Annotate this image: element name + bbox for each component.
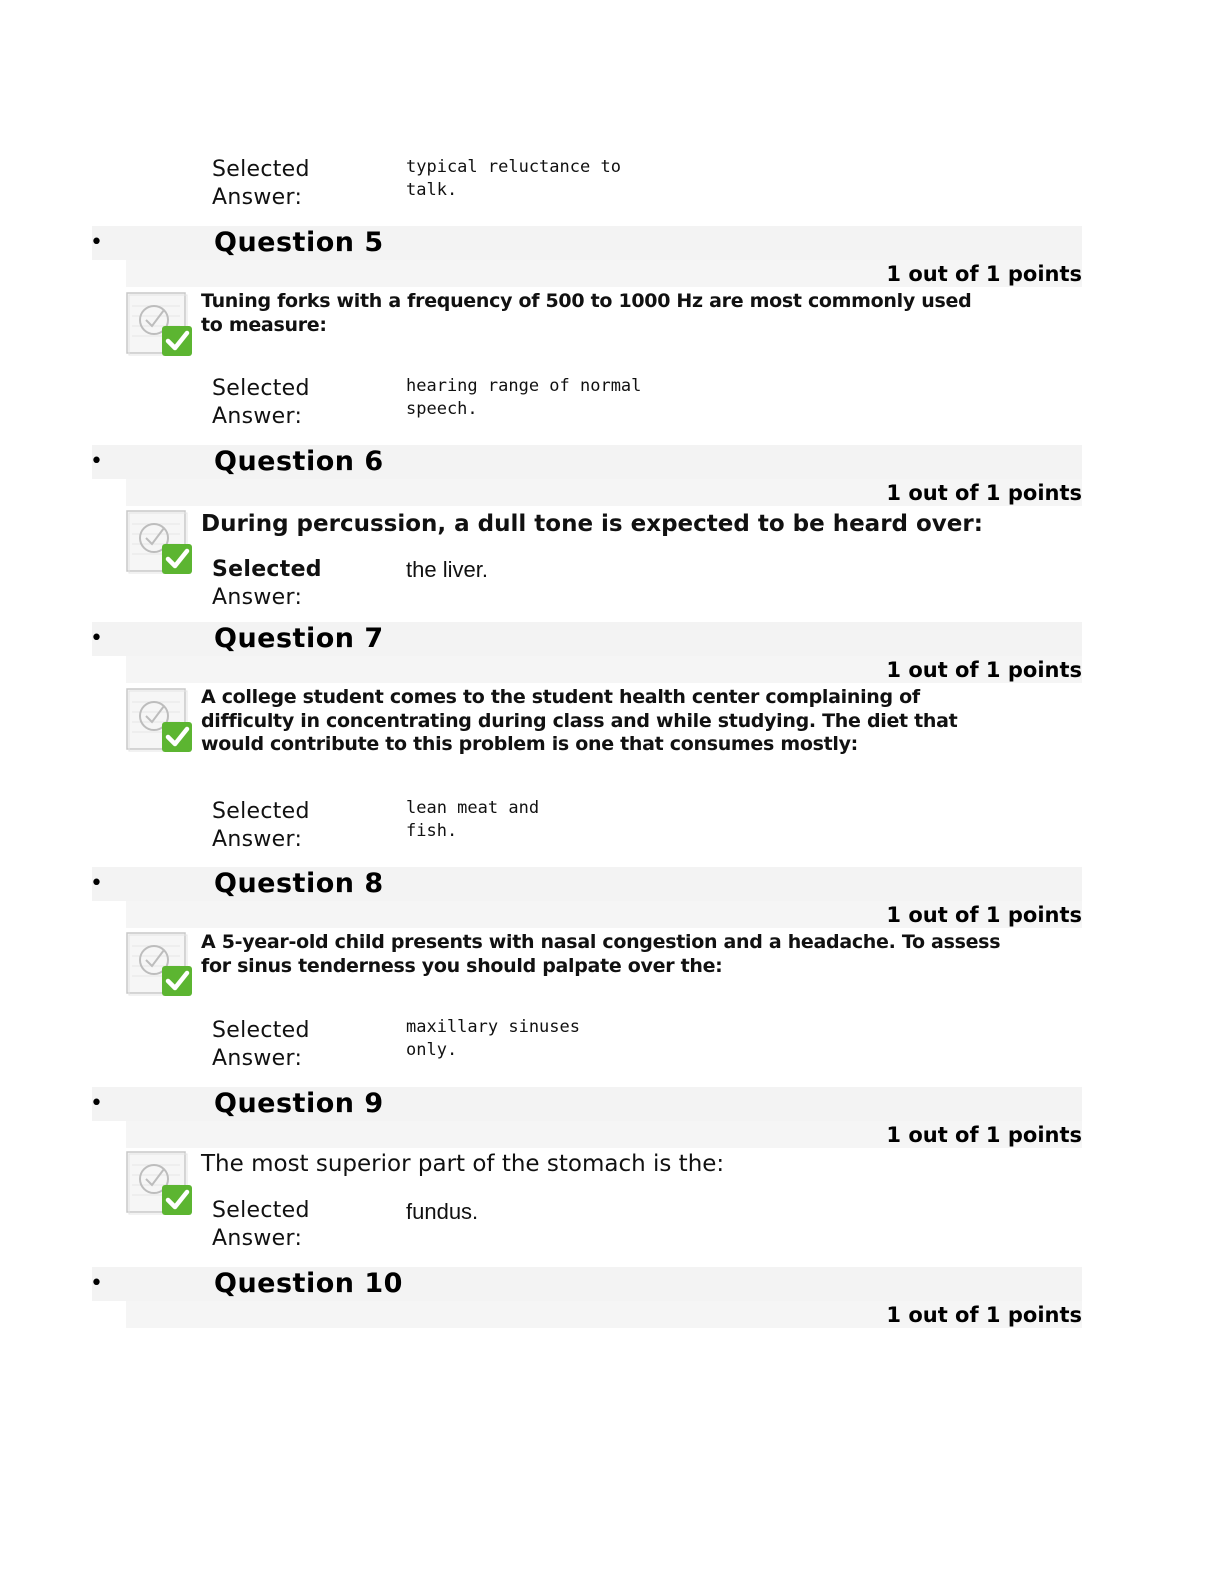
bullet: •: [90, 871, 103, 896]
question-points: 1 out of 1 points: [886, 481, 1082, 505]
selected-label: Selected Answer:: [212, 1198, 310, 1251]
bullet: •: [90, 230, 103, 255]
bullet: •: [90, 449, 103, 474]
question-title: Question 6: [214, 446, 384, 477]
correct-answer-icon: [126, 292, 192, 358]
bullet: •: [90, 1091, 103, 1116]
correct-answer-icon: [126, 688, 192, 754]
question-points: 1 out of 1 points: [886, 903, 1082, 927]
question-text: During percussion, a dull tone is expected to be heard over:: [201, 511, 983, 537]
bullet: •: [90, 626, 103, 651]
selected-label: Selected Answer:: [212, 157, 310, 210]
selected-label: Selected Answer:: [212, 376, 310, 429]
correct-answer-icon: [126, 1151, 192, 1217]
question-text: Tuning forks with a frequency of 500 to 1000 Hz are most commonly used to measure:: [201, 290, 972, 336]
question-title: Question 9: [214, 1088, 384, 1119]
selected-answer: hearing range of normal speech.: [406, 376, 642, 419]
question-title: Question 10: [214, 1268, 403, 1299]
question-title: Question 7: [214, 623, 384, 654]
question-title: Question 5: [214, 227, 384, 258]
question-points: 1 out of 1 points: [886, 1123, 1082, 1147]
correct-answer-icon: [126, 510, 192, 576]
selected-answer: typical reluctance to talk.: [406, 157, 621, 200]
question-text: The most superior part of the stomach is the:: [201, 1151, 725, 1177]
question-text: A 5-year-old child presents with nasal congestion and a headache. To assess for sinus tenderness you should palpate over the:: [201, 931, 1001, 977]
question-points: 1 out of 1 points: [886, 1303, 1082, 1327]
question-points: 1 out of 1 points: [886, 658, 1082, 682]
bullet: •: [90, 1271, 103, 1296]
selected-label: Selected Answer:: [212, 557, 322, 610]
selected-answer: fundus.: [406, 1199, 479, 1224]
selected-label: Selected Answer:: [212, 799, 310, 852]
correct-answer-icon: [126, 932, 192, 998]
selected-answer: lean meat and fish.: [406, 798, 540, 841]
selected-answer: maxillary sinuses only.: [406, 1017, 580, 1060]
selected-label: Selected Answer:: [212, 1018, 310, 1071]
question-points: 1 out of 1 points: [886, 262, 1082, 286]
question-title: Question 8: [214, 868, 384, 899]
selected-answer: the liver.: [406, 557, 488, 582]
question-text: A college student comes to the student health center complaining of difficulty in concentrating during class and while studying. The diet that would contribute to this problem is one that consumes mostly:: [201, 686, 958, 755]
